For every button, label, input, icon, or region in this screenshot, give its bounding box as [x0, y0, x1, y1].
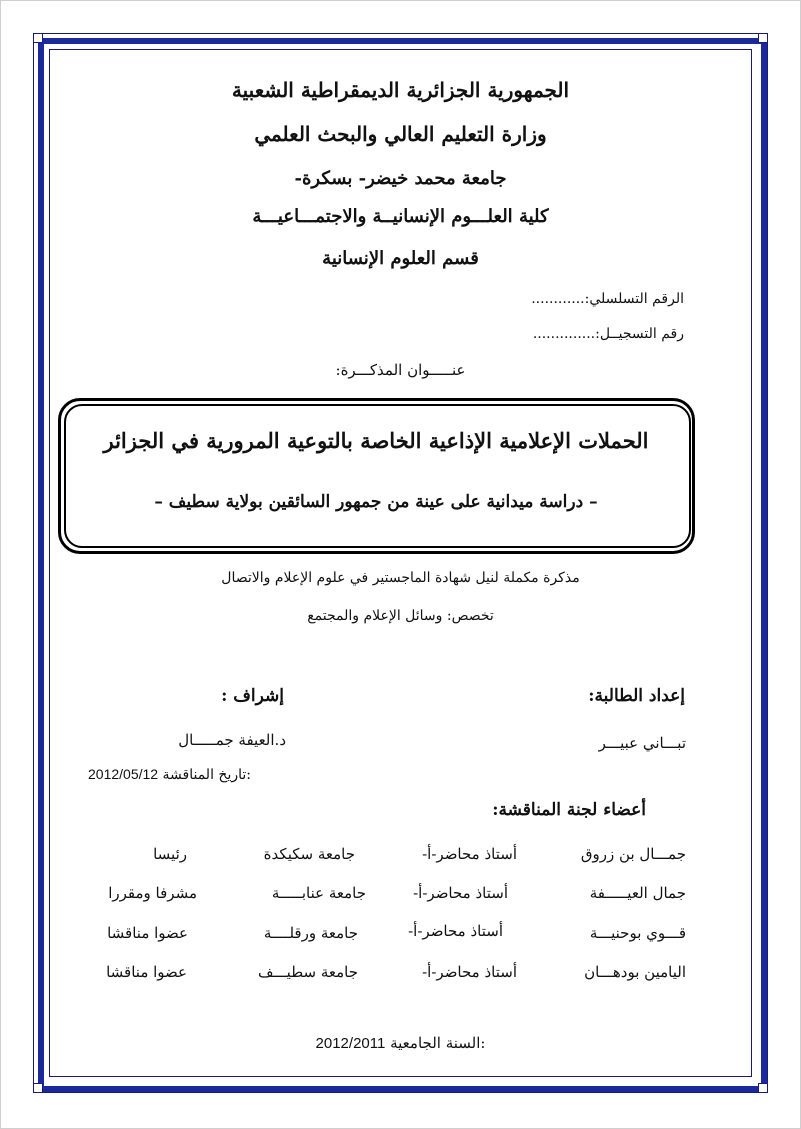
ministry-heading: وزارة التعليم العالي والبحث العلمي: [254, 122, 547, 146]
memo-title-label: عنـــــوان المذكـــرة:: [335, 361, 466, 379]
page-border-inner: [49, 49, 752, 1077]
corner-ornament: [33, 1083, 43, 1093]
committee-member-name: قـــوي بوحنيـــة: [589, 924, 686, 942]
committee-member-role: رئيسا: [153, 845, 187, 863]
committee-member-name: اليامين بودهـــان: [584, 963, 686, 981]
committee-label: أعضاء لجنة المناقشة:: [492, 800, 646, 820]
committee-member-rank: أستاذ محاضر-أ-: [422, 963, 517, 981]
corner-ornament: [758, 33, 768, 43]
academic-year-label: السنة الجامعية:: [390, 1034, 486, 1052]
committee-member-university: جامعة سكيكدة: [263, 845, 355, 863]
academic-year: [0, 1034, 801, 1052]
thesis-title: الحملات الإعلامية الإذاعية الخاصة بالتوعية المرورية في الجزائر: [103, 428, 649, 453]
committee-member-university: جامعة عنابـــــة: [271, 884, 366, 902]
university-heading: جامعة محمد خيضر- بسكرة-: [294, 168, 507, 189]
corner-ornament: [758, 1083, 768, 1093]
committee-member-rank: أستاذ محاضر-أ-: [408, 922, 503, 940]
committee-member-university: جامعة سطيـــف: [257, 963, 358, 981]
faculty-heading: كلية العلـــوم الإنسانيــة والاجتمـــاعيـــة: [252, 206, 549, 227]
committee-member-rank: أستاذ محاضر-أ-: [413, 884, 508, 902]
specialty-line: تخصص: وسائل الإعلام والمجتمع: [307, 608, 494, 624]
committee-member-role: عضوا مناقشا: [107, 924, 188, 942]
academic-year-value: 2012/2011: [315, 1035, 386, 1052]
defense-date-label: تاريخ المناقشة:: [162, 767, 251, 783]
defense-date-value: 2012/05/12: [88, 766, 159, 782]
serial-number-label: الرقم التسلسلي:............: [531, 291, 684, 307]
supervisor-name: د.العيفة جمـــــال: [178, 731, 286, 749]
committee-member-rank: أستاذ محاضر-أ-: [422, 845, 517, 863]
department-heading: قسم العلوم الإنسانية: [322, 248, 479, 269]
student-name: تبـــاني عبيـــر: [598, 734, 686, 752]
prepared-by-label: إعداد الطالبة:: [588, 686, 685, 706]
supervision-label: إشراف :: [221, 686, 284, 706]
republic-heading: الجمهورية الجزائرية الديمقراطية الشعبية: [231, 78, 570, 102]
committee-member-name: جمـــال بن زروق: [580, 845, 686, 863]
committee-member-university: جامعة ورقلــــة: [263, 924, 358, 942]
committee-member-role: عضوا مناقشا: [106, 963, 187, 981]
committee-member-name: جمال العيـــــفة: [589, 884, 686, 902]
thesis-subtitle: – دراسة ميدانية على عينة من جمهور السائقين بولاية سطيف –: [154, 492, 598, 512]
registration-number-label: رقم التسجيــل:..............: [532, 326, 684, 342]
degree-line: مذكرة مكملة لنيل شهادة الماجستير في علوم الإعلام والاتصال: [221, 570, 580, 586]
committee-member-role: مشرفا ومقررا: [108, 884, 197, 902]
defense-date: [88, 766, 251, 783]
corner-ornament: [33, 33, 43, 43]
thesis-title-frame-inner: [64, 404, 691, 548]
